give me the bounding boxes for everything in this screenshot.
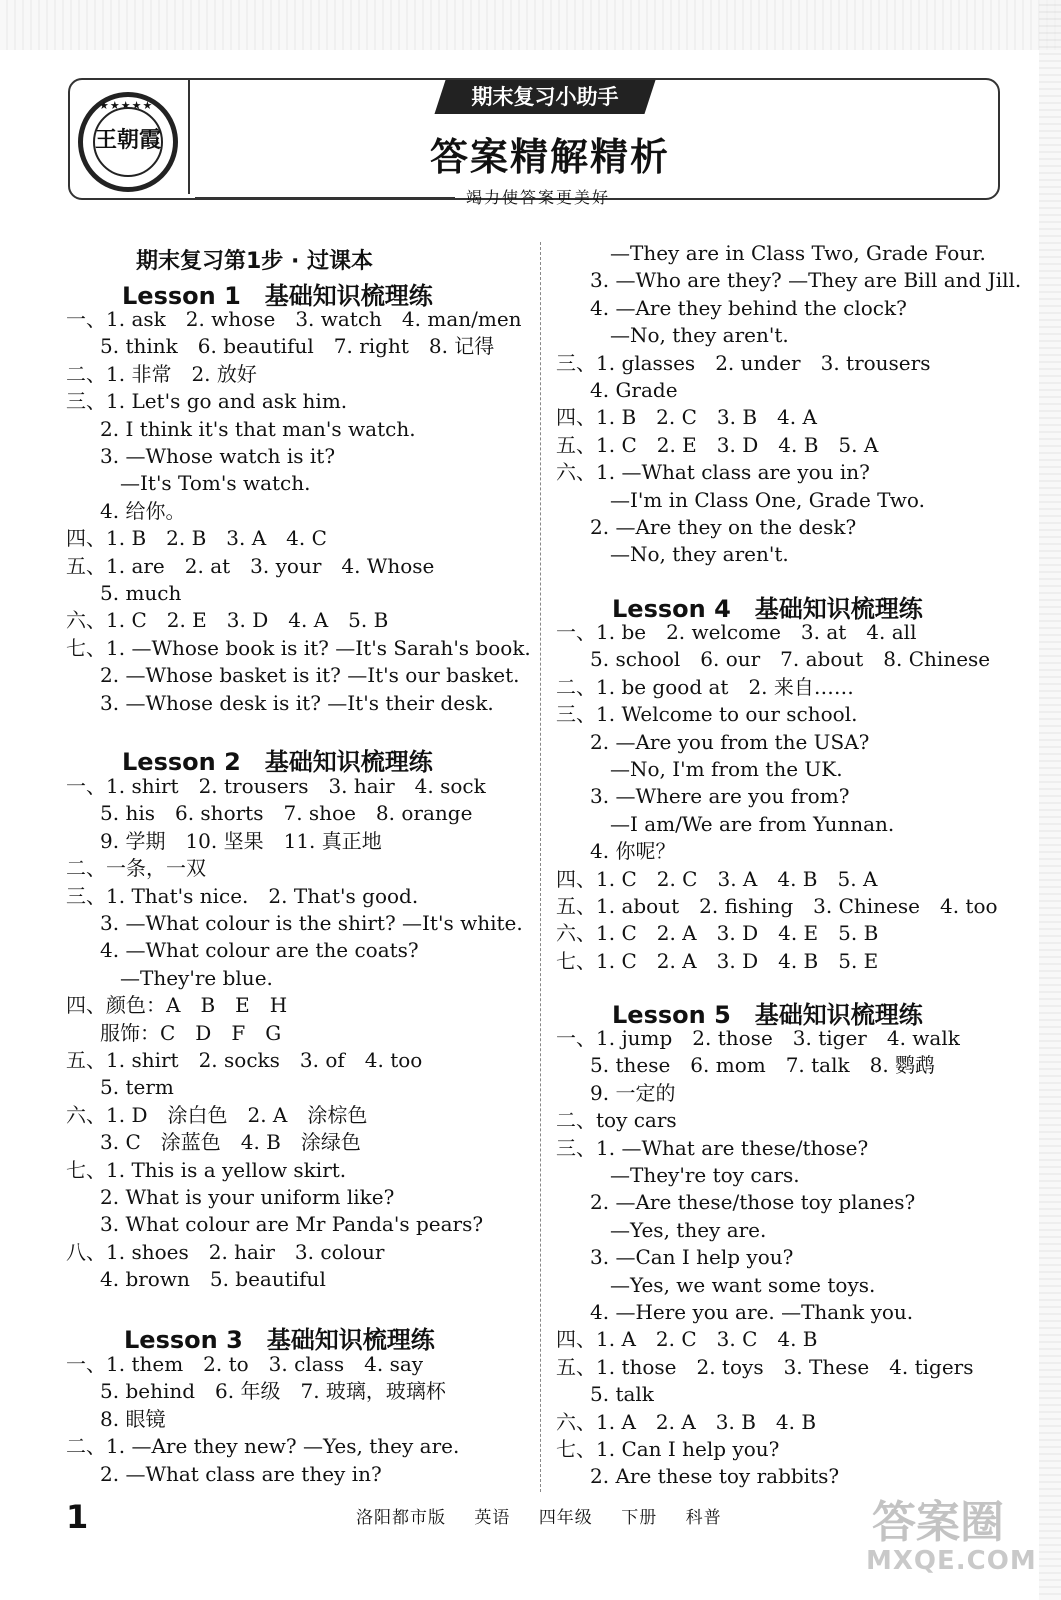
answer-line: 一、1. ask 2. whose 3. watch 4. man/men (66, 307, 522, 331)
answer-line: 2. —Are these/those toy planes? (590, 1190, 916, 1215)
footer-subject: 英语 (474, 1508, 511, 1528)
lesson-3-title: Lesson 3 基础知识梳理练 (124, 1326, 435, 1354)
banner-text: 期末复习小助手 (471, 85, 619, 109)
answer-line: 5. school 6. our 7. about 8. Chinese (590, 647, 991, 672)
answer-line: 六、1. A 2. A 3. B 4. B (556, 1409, 817, 1434)
answer-line: 一、1. them 2. to 3. class 4. say (66, 1352, 424, 1376)
lesson-5-title: Lesson 5 基础知识梳理练 (612, 1001, 923, 1029)
footer-info (356, 1503, 744, 1528)
answer-line: 三、1. Welcome to our school. (556, 702, 858, 727)
answer-line: 三、1. —What are these/those? (556, 1135, 869, 1160)
answer-line: —Yes, we want some toys. (610, 1272, 876, 1297)
answer-line: 3. —Whose watch is it? (100, 444, 336, 468)
step-title: 期末复习第1步 · 过课本 (136, 249, 373, 274)
answer-line: 3. —Who are they? —They are Bill and Jill. (590, 268, 1022, 293)
answer-line: 一、1. jump 2. those 3. tiger 4. walk (556, 1026, 960, 1050)
answer-line: —They're toy cars. (610, 1163, 800, 1187)
answer-line: 二、1. 非常 2. 放好 (66, 361, 257, 386)
answer-line: 9. 一定的 (590, 1080, 676, 1105)
answer-line: 四、1. A 2. C 3. C 4. B (556, 1327, 818, 1352)
answer-line: 4. 给你。 (100, 498, 186, 523)
slogan-rule (195, 197, 455, 199)
answer-line: 3. —Can I help you? (590, 1245, 794, 1270)
answer-line: 二、1. —Are they new? —Yes, they are. (66, 1434, 460, 1459)
answer-line: 4. 你呢？ (590, 839, 676, 864)
lesson-2-title: Lesson 2 基础知识梳理练 (122, 748, 433, 776)
answer-line: 2. —Are you from the USA? (590, 729, 870, 754)
answer-line: 2. I think it's that man's watch. (100, 416, 416, 441)
logo-stars-icon: ★★★★★ (99, 99, 154, 112)
answer-line: —It's Tom's watch. (120, 471, 311, 496)
answer-line: 八、1. shoes 2. hair 3. colour (66, 1239, 385, 1264)
answer-line: 一、1. shirt 2. trousers 3. hair 4. sock (66, 774, 486, 798)
answer-line: 七、1. C 2. A 3. D 4. B 5. E (556, 948, 879, 973)
answer-line: 4. brown 5. beautiful (100, 1267, 326, 1292)
answer-line: 3. —Whose desk is it? —It's their desk. (100, 690, 494, 715)
answer-line: 三、1. That's nice. 2. That's good. (66, 883, 419, 908)
brand-logo (78, 92, 178, 192)
answer-line: 二、toy cars (556, 1108, 677, 1133)
answer-line: 五、1. about 2. fishing 3. Chinese 4. too (556, 894, 998, 918)
answer-line: —No, they aren't. (610, 542, 789, 567)
answer-line: 3. —Where are you from? (590, 784, 850, 809)
answer-line: 4. —Here you are. —Thank you. (590, 1300, 914, 1324)
answer-line: —No, they aren't. (610, 323, 789, 348)
answer-line: 七、1. —Whose book is it? —It's Sarah's book. (66, 635, 531, 660)
answer-line: 5. talk (590, 1382, 654, 1407)
lesson-4-title: Lesson 4 基础知识梳理练 (612, 595, 923, 623)
footer-volume: 下册 (621, 1508, 658, 1528)
footer-publisher: 科普 (685, 1508, 722, 1528)
answer-line: 三、1. Let's go and ask him. (66, 389, 348, 414)
answer-line: 五、1. those 2. toys 3. These 4. tigers (556, 1354, 974, 1379)
answer-line: 5. term (100, 1075, 174, 1100)
answer-line: 2. Are these toy rabbits? (590, 1464, 840, 1489)
answer-line: 5. much (100, 581, 182, 605)
answer-line: 四、1. C 2. C 3. A 4. B 5. A (556, 866, 878, 891)
lesson-1-title: Lesson 1 基础知识梳理练 (122, 282, 433, 310)
answer-line: —I'm in Class One, Grade Two. (610, 487, 925, 512)
answer-line: 四、颜色：A B E H (66, 993, 288, 1018)
answer-line: —Yes, they are. (610, 1217, 767, 1242)
watermark-logo: 答案圈 (872, 1497, 1004, 1548)
answer-line: 8. 眼镜 (100, 1406, 166, 1431)
answer-line: 七、1. This is a yellow skirt. (66, 1157, 347, 1182)
answer-line: 4. —Are they behind the clock? (590, 295, 907, 320)
watermark (862, 1486, 1037, 1584)
answer-line: —No, I'm from the UK. (610, 757, 843, 781)
answer-line: —They're blue. (120, 965, 273, 990)
answer-line: 四、1. B 2. C 3. B 4. A (556, 405, 817, 430)
answer-line: 5. his 6. shorts 7. shoe 8. orange (100, 801, 473, 826)
answer-line: 六、1. D 涂白色 2. A 涂棕色 (66, 1102, 368, 1127)
answer-line: 3. What colour are Mr Panda's pears? (100, 1212, 484, 1237)
footer-edition: 洛阳都市版 (356, 1508, 446, 1528)
header-banner (434, 80, 655, 114)
answer-line: 六、1. C 2. A 3. D 4. E 5. B (556, 921, 879, 946)
answer-line: 四、1. B 2. B 3. A 4. C (66, 526, 327, 551)
answer-line: 2. What is your uniform like? (100, 1185, 395, 1209)
answer-line: 5. these 6. mom 7. talk 8. 鹦鹉 (590, 1053, 936, 1078)
answer-line: 二、一条，一双 (66, 856, 206, 881)
page-title: 答案精解精析 (429, 135, 670, 179)
answer-line: 一、1. be 2. welcome 3. at 4. all (556, 620, 917, 644)
answer-line: 六、1. C 2. E 3. D 4. A 5. B (66, 608, 389, 633)
column-divider (540, 242, 541, 1492)
answer-line: 5. behind 6. 年级 7. 玻璃，玻璃杯 (100, 1379, 446, 1404)
answer-line: 服饰：C D F G (100, 1020, 282, 1045)
answer-line: —They are in Class Two, Grade Four. (610, 241, 986, 265)
logo-text: 王朝霞 (94, 127, 161, 153)
footer-grade: 四年级 (538, 1508, 593, 1528)
answer-line: 五、1. shirt 2. socks 3. of 4. too (66, 1048, 423, 1072)
answer-line: 2. —Whose basket is it? —It's our basket. (100, 663, 520, 688)
answer-line: 5. think 6. beautiful 7. right 8. 记得 (100, 334, 495, 359)
answer-line: 六、1. —What class are you in? (556, 460, 870, 485)
answer-line: 3. C 涂蓝色 4. B 涂绿色 (100, 1130, 361, 1155)
answer-line: 4. —What colour are the coats? (100, 938, 419, 963)
answer-line: 4. Grade (590, 378, 678, 402)
watermark-url: MXQE.COM (866, 1546, 1037, 1576)
answer-line: 二、1. be good at 2. 来自…… (556, 674, 854, 699)
answer-line: —I am/We are from Yunnan. (610, 811, 895, 836)
answer-line: 3. —What colour is the shirt? —It's white. (100, 911, 523, 935)
answer-line: 2. —What class are they in? (100, 1461, 382, 1486)
header-divider (188, 80, 190, 194)
page-number: 1 (66, 1498, 89, 1536)
answer-line: 五、1. are 2. at 3. your 4. Whose (66, 553, 435, 578)
page-edge-right (1039, 0, 1061, 1600)
answer-line: 三、1. glasses 2. under 3. trousers (556, 350, 931, 375)
answer-line: 9. 学期 10. 坚果 11. 真正地 (100, 828, 382, 853)
answer-line: 2. —Are they on the desk? (590, 515, 857, 539)
page-edge-top (0, 0, 1061, 50)
answer-line: 五、1. C 2. E 3. D 4. B 5. A (556, 432, 879, 457)
slogan: 竭力使答案更美好 (466, 188, 611, 207)
answer-line: 七、1. Can I help you? (556, 1437, 780, 1461)
